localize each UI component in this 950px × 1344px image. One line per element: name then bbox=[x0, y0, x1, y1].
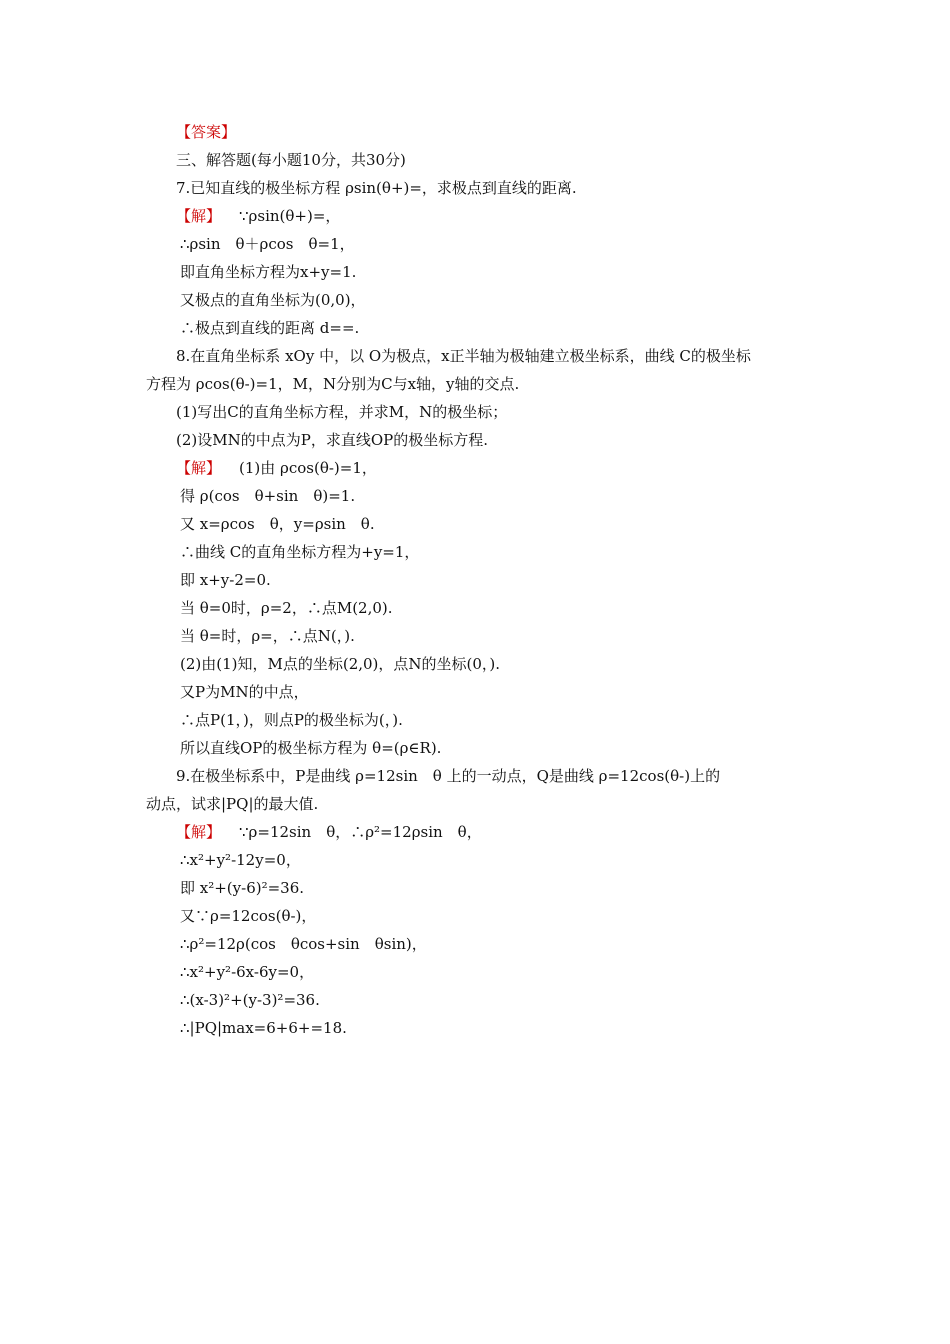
q8-step: 即 x+y-2=0. bbox=[180, 571, 271, 589]
q8-solution-first-text: (1)由 ρcos(θ-)=1， bbox=[239, 459, 377, 477]
q9-step: 即 x²+(y-6)²=36. bbox=[180, 879, 305, 897]
q9-step: 又∵ρ=12cos(θ-)， bbox=[180, 907, 317, 925]
q8-step: 当 θ=0时，ρ=2，∴点M(2,0). bbox=[180, 599, 393, 617]
q7-solution-first-text: ∵ρsin(θ+)=， bbox=[239, 207, 341, 225]
q8-part2: (2)设MN的中点为P，求直线OP的极坐标方程. bbox=[176, 431, 488, 449]
section-heading: 三、解答题(每小题10分，共30分) bbox=[176, 151, 406, 169]
q8-solution-first bbox=[176, 458, 377, 478]
q8-question-line1: 8.在直角坐标系 xOy 中，以 O为极点，x正半轴为极轴建立极坐标系，曲线 C的极坐标 bbox=[176, 347, 751, 365]
q7-solution-first bbox=[176, 206, 340, 226]
q9-solution-tag: 【解】 bbox=[176, 823, 222, 841]
answer-tag bbox=[176, 122, 236, 142]
q9-step: ∴(x-3)²+(y-3)²=36. bbox=[180, 991, 320, 1009]
q8-step: 又P为MN的中点， bbox=[180, 683, 309, 701]
q8-question-line2: 方程为 ρcos(θ-)=1，M，N分别为C与x轴，y轴的交点. bbox=[146, 375, 520, 393]
q9-step: ∴x²+y²-6x-6y=0， bbox=[180, 963, 315, 981]
q7-step: 即直角坐标方程为x+y=1. bbox=[180, 263, 357, 281]
q9-step: ∴ρ²=12ρ(cos θcos+sin θsin)， bbox=[180, 935, 427, 953]
q8-part1: (1)写出C的直角坐标方程，并求M，N的极坐标； bbox=[176, 403, 508, 421]
q8-step: 得 ρ(cos θ+sin θ)=1. bbox=[180, 487, 356, 505]
q8-step: ∴曲线 C的直角坐标方程为+y=1， bbox=[180, 543, 420, 561]
q7-step: 又极点的直角坐标为(0,0)， bbox=[180, 291, 366, 309]
q9-question-line2: 动点，试求|PQ|的最大值. bbox=[146, 795, 319, 813]
q8-step: 又 x=ρcos θ，y=ρsin θ. bbox=[180, 515, 375, 533]
q9-solution-first bbox=[176, 822, 482, 842]
q8-solution-tag: 【解】 bbox=[176, 459, 222, 477]
q9-step: ∴x²+y²-12y=0， bbox=[180, 851, 301, 869]
q9-solution-first-text: ∵ρ=12sin θ，∴ρ²=12ρsin θ， bbox=[239, 823, 482, 841]
q8-step: (2)由(1)知，M点的坐标(2,0)，点N的坐标(0，). bbox=[180, 655, 501, 673]
q8-step: 所以直线OP的极坐标方程为 θ=(ρ∈R). bbox=[180, 739, 442, 757]
q8-step: ∴点P(1，)，则点P的极坐标为(，). bbox=[180, 711, 403, 729]
q7-solution-tag: 【解】 bbox=[176, 207, 222, 225]
q8-step: 当 θ=时，ρ=，∴点N(，). bbox=[180, 627, 355, 645]
q7-step: ∴ρsin θ＋ρcos θ=1， bbox=[180, 235, 355, 253]
q9-step: ∴|PQ|max=6+6+=18. bbox=[180, 1019, 347, 1037]
q7-step: ∴极点到直线的距离 d==. bbox=[180, 319, 360, 337]
q7-question: 7.已知直线的极坐标方程 ρsin(θ+)=，求极点到直线的距离. bbox=[176, 179, 577, 197]
answer-tag-label: 【答案】 bbox=[176, 123, 237, 141]
q9-question-line1: 9.在极坐标系中，P是曲线 ρ=12sin θ 上的一动点，Q是曲线 ρ=12cos(θ-)上的 bbox=[176, 767, 721, 785]
